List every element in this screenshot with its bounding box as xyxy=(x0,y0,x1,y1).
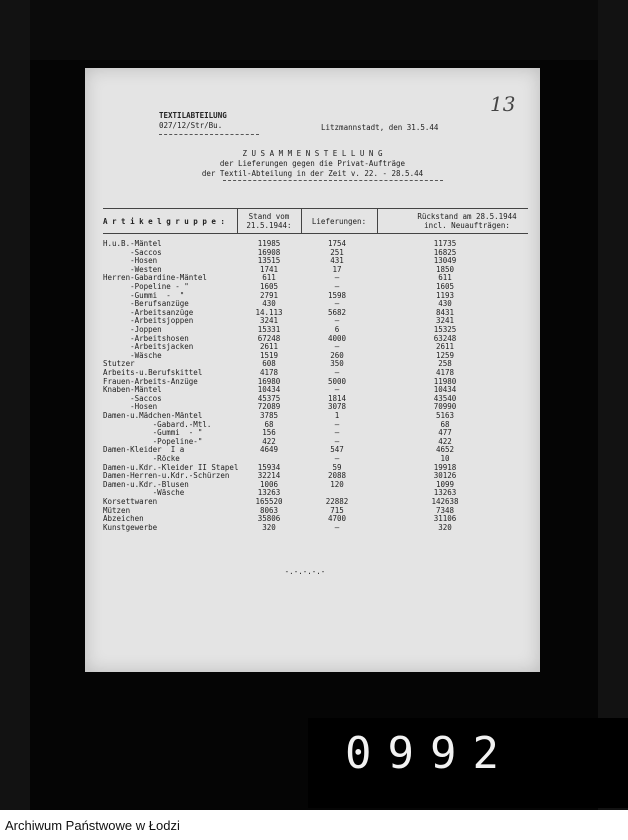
row-rueckstand: 142638 xyxy=(431,497,459,506)
row-lieferungen: 431 xyxy=(330,256,344,266)
row-lieferungen: 6 xyxy=(334,325,340,334)
row-lieferungen: — xyxy=(334,316,340,326)
dept-reference: 027/12/Str/Bu. xyxy=(159,121,223,130)
title-line-2: der Lieferungen gegen die Privat-Aufträge xyxy=(219,159,406,168)
col-header-group: A r t i k e l g r u p p e : xyxy=(103,217,225,226)
row-rueckstand: 63248 xyxy=(433,333,457,343)
table-row xyxy=(85,515,540,523)
table-row xyxy=(85,524,540,532)
row-rueckstand: 13049 xyxy=(433,256,457,266)
row-rueckstand: 43540 xyxy=(433,393,457,403)
row-label: -Arbeitsjacken xyxy=(103,342,194,352)
row-stand: 15331 xyxy=(257,325,281,334)
row-label: -Saccos xyxy=(103,247,162,257)
row-label: Kunstgewerbe xyxy=(103,522,158,532)
row-stand: 15934 xyxy=(257,462,281,472)
row-stand: 611 xyxy=(262,273,276,283)
title-underline xyxy=(223,180,443,181)
row-rueckstand: 430 xyxy=(438,299,452,309)
row-label: -Arbeitsanzüge xyxy=(103,307,194,317)
row-rueckstand: 68 xyxy=(440,419,450,429)
table-row xyxy=(85,498,540,506)
table-header-rule xyxy=(103,233,528,234)
row-lieferungen: 2088 xyxy=(327,471,347,481)
place-date: Litzmannstadt, den 31.5.44 xyxy=(321,123,439,132)
row-stand: 14.113 xyxy=(255,307,283,317)
col-header-stand-1: Stand vom xyxy=(248,212,290,221)
film-border-top xyxy=(0,0,628,60)
row-stand: 35806 xyxy=(257,514,281,524)
row-rueckstand: 13263 xyxy=(433,488,457,498)
row-label: -Arbeitsjoppen xyxy=(103,316,194,326)
document-sheet xyxy=(85,68,540,672)
dept-underline xyxy=(159,134,259,135)
row-stand: 8063 xyxy=(259,505,279,515)
row-stand: 68 xyxy=(264,419,274,429)
row-rueckstand: 30126 xyxy=(433,471,457,481)
row-label: Mützen xyxy=(103,505,131,515)
row-stand: 32214 xyxy=(257,471,281,481)
row-rueckstand: 10 xyxy=(440,454,450,463)
table-row xyxy=(85,386,540,394)
row-rueckstand: 5163 xyxy=(435,411,455,420)
row-rueckstand: 2611 xyxy=(435,342,455,352)
row-label: Damen-Kleider I a xyxy=(103,445,185,455)
table-row xyxy=(85,326,540,334)
table-row xyxy=(85,472,540,480)
row-label: -Gabard.-Mtl. xyxy=(103,419,212,429)
row-label: -Wäsche xyxy=(103,488,185,498)
row-stand: 1519 xyxy=(259,350,279,360)
row-rueckstand: 258 xyxy=(438,359,452,369)
row-rueckstand: 11735 xyxy=(433,239,457,248)
row-rueckstand: 320 xyxy=(438,522,452,532)
row-stand: 4649 xyxy=(259,445,279,455)
table-row xyxy=(85,412,540,420)
row-label: Damen-u.Mädchen-Mäntel xyxy=(103,411,203,420)
row-stand: 16980 xyxy=(257,376,281,386)
row-stand: 608 xyxy=(262,359,276,369)
row-rueckstand: 11980 xyxy=(433,376,457,386)
row-lieferungen: 22882 xyxy=(325,497,349,506)
row-label: Damen-Herren-u.Kdr.-Schürzen xyxy=(103,471,230,481)
row-label: -Gummi - " xyxy=(103,428,203,438)
frame-counter: 0992 xyxy=(345,728,515,779)
row-lieferungen: 715 xyxy=(330,505,344,515)
row-stand: 72089 xyxy=(257,402,281,412)
row-lieferungen: — xyxy=(334,368,340,377)
row-rueckstand: 422 xyxy=(438,436,452,446)
row-lieferungen: 251 xyxy=(330,247,344,257)
row-stand: 320 xyxy=(262,522,276,532)
row-label: Frauen-Arbeits-Anzüge xyxy=(103,376,198,386)
archive-label: Archiwum Państwowe w Łodzi xyxy=(5,818,180,833)
row-lieferungen: — xyxy=(334,419,340,429)
row-rueckstand: 10434 xyxy=(433,385,457,395)
row-label: Arbeits-u.Berufskittel xyxy=(103,368,203,377)
table-row xyxy=(85,369,540,377)
row-label: -Arbeitshosen xyxy=(103,333,189,343)
col-header-lieferungen: Lieferungen: xyxy=(311,217,367,226)
table-top-rule xyxy=(103,208,528,209)
row-label: -Popeline - " xyxy=(103,282,189,291)
row-rueckstand: 1193 xyxy=(435,290,455,300)
row-rueckstand: 4178 xyxy=(435,368,455,377)
row-label: -Hosen xyxy=(103,402,158,412)
film-border-left xyxy=(0,0,30,840)
row-lieferungen: — xyxy=(334,385,340,395)
row-lieferungen: — xyxy=(334,273,340,283)
row-rueckstand: 19918 xyxy=(433,462,457,472)
table-row xyxy=(85,352,540,360)
row-rueckstand: 15325 xyxy=(433,325,457,334)
table-row xyxy=(85,429,540,437)
row-lieferungen: 3078 xyxy=(327,402,347,412)
row-lieferungen: 350 xyxy=(330,359,344,369)
row-label: -Röcke xyxy=(103,454,180,463)
row-stand: 13263 xyxy=(257,488,281,498)
row-lieferungen: 1754 xyxy=(327,239,347,248)
col-header-rueckstand-2: incl. Neuaufträgen: xyxy=(424,221,510,230)
table-row xyxy=(85,507,540,515)
row-rueckstand: 477 xyxy=(438,428,452,438)
row-lieferungen: 547 xyxy=(330,445,344,455)
table-row xyxy=(85,240,540,248)
row-lieferungen: 5000 xyxy=(327,376,347,386)
row-stand: 4178 xyxy=(259,368,279,377)
title-line-1: Z U S A M M E N S T E L L U N G xyxy=(242,149,383,158)
row-stand: 156 xyxy=(262,428,276,438)
row-rueckstand: 611 xyxy=(438,273,452,283)
row-stand: 13515 xyxy=(257,256,281,266)
row-stand: 422 xyxy=(262,436,276,446)
row-rueckstand: 1850 xyxy=(435,264,455,274)
row-lieferungen: 1 xyxy=(334,411,340,420)
row-label: -Joppen xyxy=(103,325,162,334)
row-lieferungen: 59 xyxy=(332,462,342,472)
row-rueckstand: 1259 xyxy=(435,350,455,360)
col-header-stand-2: 21.5.1944: xyxy=(246,221,292,230)
row-label: Knaben-Mäntel xyxy=(103,385,162,395)
row-rueckstand: 31106 xyxy=(433,514,457,524)
row-rueckstand: 8431 xyxy=(435,307,455,317)
row-lieferungen: — xyxy=(334,282,340,291)
dept-name: TEXTILABTEILUNG xyxy=(159,111,227,120)
row-stand: 1741 xyxy=(259,264,279,274)
row-lieferungen: 5682 xyxy=(327,307,347,317)
table-row xyxy=(85,283,540,291)
col-divider-2 xyxy=(301,209,302,233)
row-stand: 430 xyxy=(262,299,276,309)
table-row xyxy=(85,455,540,463)
row-label: -Westen xyxy=(103,264,162,274)
row-lieferungen: 260 xyxy=(330,350,344,360)
row-label: -Hosen xyxy=(103,256,158,266)
title-line-3: der Textil-Abteilung in der Zeit v. 22. - 28.5.44 xyxy=(201,169,424,178)
row-label: Abzeichen xyxy=(103,514,144,524)
row-lieferungen: — xyxy=(334,436,340,446)
row-rueckstand: 4652 xyxy=(435,445,455,455)
row-label: Stutzer xyxy=(103,359,135,369)
row-lieferungen: 1598 xyxy=(327,290,347,300)
table-row xyxy=(85,257,540,265)
col-divider-1 xyxy=(237,209,238,233)
row-rueckstand: 7348 xyxy=(435,505,455,515)
row-stand: 67248 xyxy=(257,333,281,343)
end-mark: -.-.-.-.- xyxy=(284,567,326,576)
table-row xyxy=(85,300,540,308)
row-lieferungen: 4700 xyxy=(327,514,347,524)
row-rueckstand: 70990 xyxy=(433,402,457,412)
row-lieferungen: — xyxy=(334,342,340,352)
row-lieferungen: — xyxy=(334,299,340,309)
film-border-right xyxy=(598,0,628,840)
row-label: -Gummi - " xyxy=(103,290,185,300)
row-rueckstand: 1605 xyxy=(435,282,455,291)
row-stand: 11985 xyxy=(257,239,281,248)
row-stand: 1605 xyxy=(259,282,279,291)
row-rueckstand: 16825 xyxy=(433,247,457,257)
table-row xyxy=(85,343,540,351)
col-divider-3 xyxy=(377,209,378,233)
row-label: Korsettwaren xyxy=(103,497,158,506)
row-lieferungen: 17 xyxy=(332,264,342,274)
row-stand: 10434 xyxy=(257,385,281,395)
row-stand: 165520 xyxy=(255,497,283,506)
row-lieferungen: 1814 xyxy=(327,393,347,403)
row-label: Damen-u.Kdr.-Blusen xyxy=(103,479,189,489)
row-stand: 16908 xyxy=(257,247,281,257)
row-stand: 2611 xyxy=(259,342,279,352)
row-rueckstand: 3241 xyxy=(435,316,455,326)
row-label: -Berufsanzüge xyxy=(103,299,189,309)
row-label: H.u.B.-Mäntel xyxy=(103,239,162,248)
row-label: -Wäsche xyxy=(103,350,162,360)
row-stand: 45375 xyxy=(257,393,281,403)
row-label: Damen-u.Kdr.-Kleider II Stapel xyxy=(103,462,239,472)
col-header-rueckstand-1: Rückstand am 28.5.1944 xyxy=(417,212,517,221)
row-lieferungen: 4000 xyxy=(327,333,347,343)
archive-footer xyxy=(0,810,628,840)
row-rueckstand: 1099 xyxy=(435,479,455,489)
row-lieferungen: — xyxy=(334,522,340,532)
row-stand: 3241 xyxy=(259,316,279,326)
row-lieferungen: — xyxy=(334,428,340,438)
row-lieferungen: — xyxy=(334,454,340,463)
row-stand: 3785 xyxy=(259,411,279,420)
row-lieferungen: 120 xyxy=(330,479,344,489)
row-label: -Popeline-" xyxy=(103,436,203,446)
handwritten-page-number: 13 xyxy=(490,92,516,116)
row-label: -Saccos xyxy=(103,393,162,403)
row-stand: 2791 xyxy=(259,290,279,300)
row-stand: 1006 xyxy=(259,479,279,489)
row-label: Herren-Gabardine-Mäntel xyxy=(103,273,207,283)
